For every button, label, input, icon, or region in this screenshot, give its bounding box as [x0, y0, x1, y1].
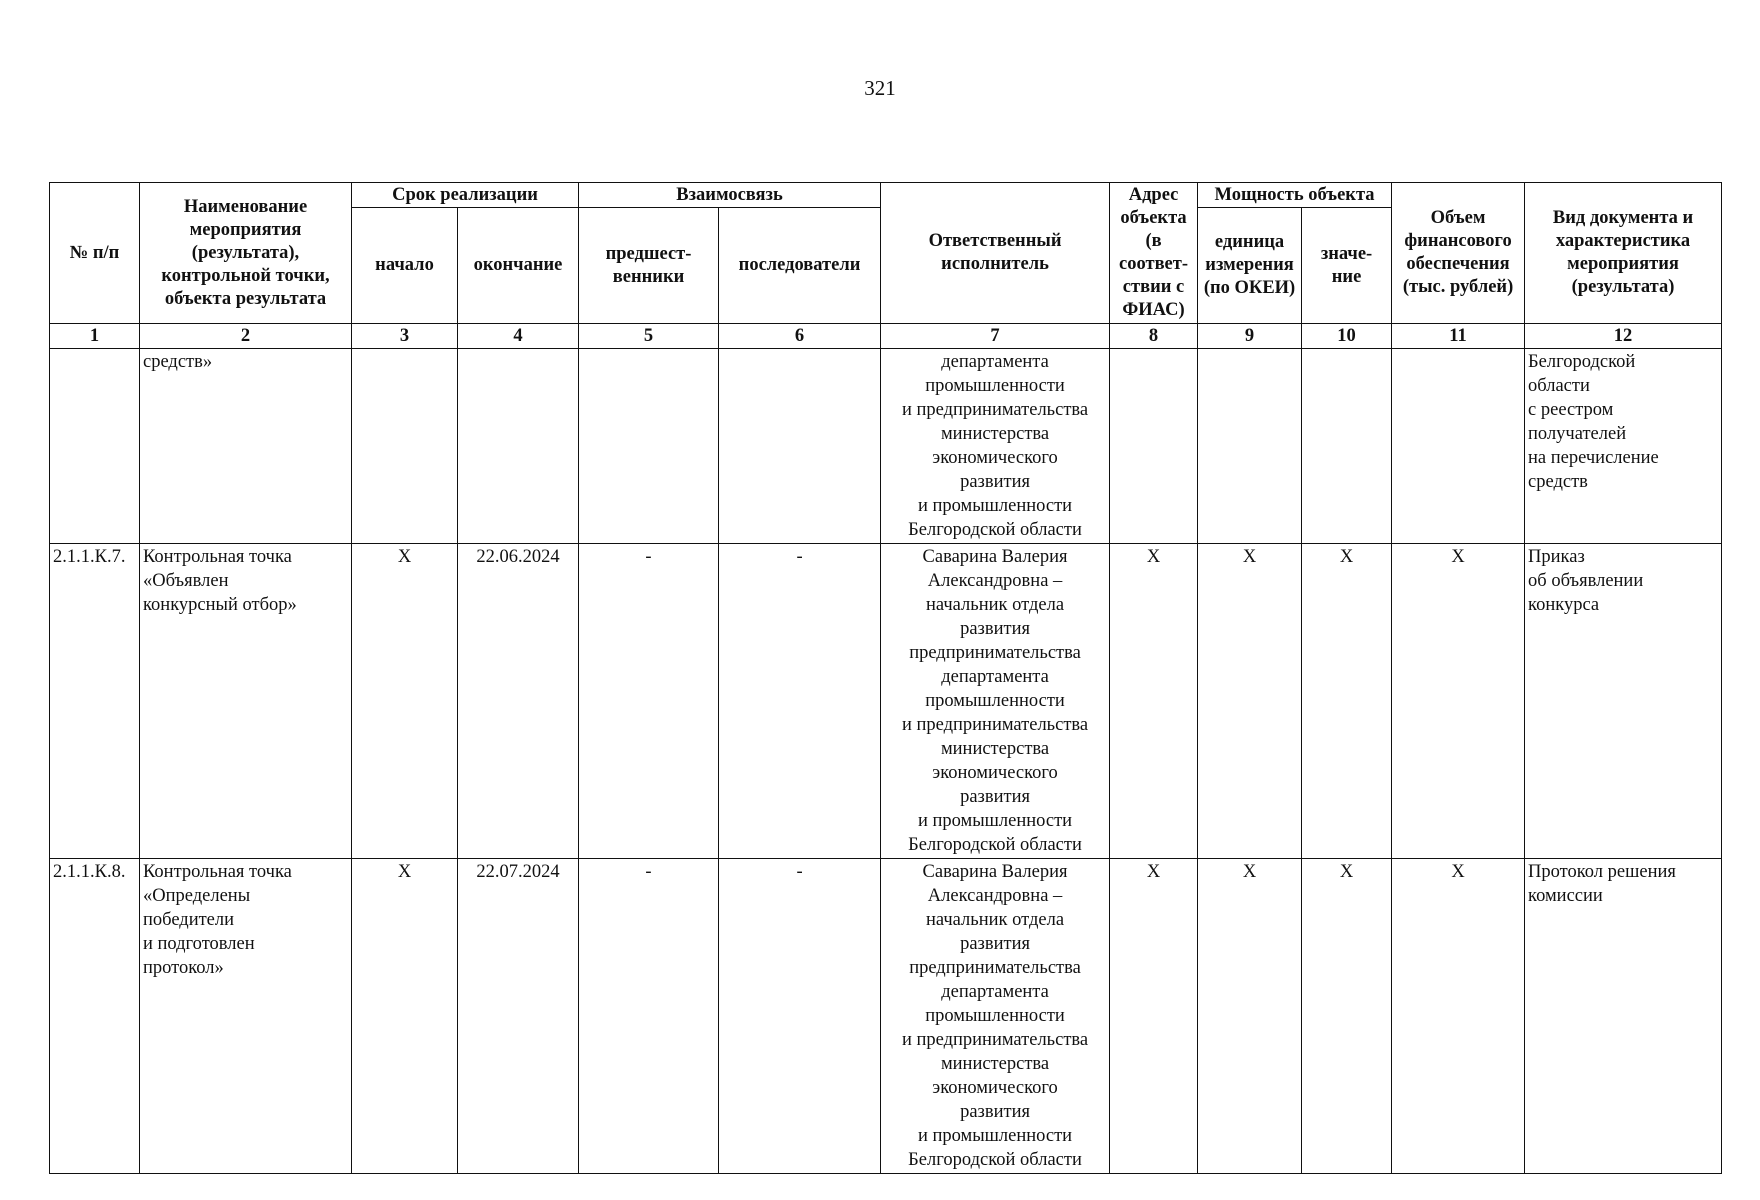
row-predecessors [579, 349, 719, 544]
row-start [352, 349, 458, 544]
row-funding: Х [1392, 859, 1525, 1174]
row-address: Х [1110, 544, 1198, 859]
column-number: 10 [1302, 324, 1392, 349]
row-capacity-unit: Х [1198, 544, 1302, 859]
column-number: 1 [50, 324, 140, 349]
column-number: 6 [719, 324, 881, 349]
row-responsible: Саварина Валерия Александровна – начальник отдела развития предпринимательства департамента промышленности и предпринимательства министерства экономического развития и промышленности Белгородской области [881, 859, 1110, 1174]
table-row [50, 349, 1722, 544]
row-address: Х [1110, 859, 1198, 1174]
row-start: Х [352, 859, 458, 1174]
row-responsible: департамента промышленности и предпринимательства министерства экономического развития и промышленности Белгородской области [881, 349, 1110, 544]
row-name: Контрольная точка «Определены победители и подготовлен протокол» [140, 859, 352, 1174]
header-funding: Объем финансового обеспечения (тыс. рублей) [1392, 183, 1525, 324]
column-number: 3 [352, 324, 458, 349]
row-end [458, 349, 579, 544]
header-term-start: начало [352, 208, 458, 324]
header-link-prev: предшест- венники [579, 208, 719, 324]
column-number: 2 [140, 324, 352, 349]
header-link-next: последователи [719, 208, 881, 324]
row-end: 22.06.2024 [458, 544, 579, 859]
row-capacity-unit [1198, 349, 1302, 544]
column-number: 7 [881, 324, 1110, 349]
row-capacity-value: Х [1302, 859, 1392, 1174]
column-number: 4 [458, 324, 579, 349]
row-funding [1392, 349, 1525, 544]
row-capacity-value: Х [1302, 544, 1392, 859]
header-doc-type: Вид документа и характеристика мероприятия (результата) [1525, 183, 1722, 324]
row-successors: - [719, 859, 881, 1174]
row-doc-type: Белгородской области с реестром получателей на перечисление средств [1525, 349, 1722, 544]
header-name: Наименование мероприятия (результата), контрольной точки, объекта результата [140, 183, 352, 324]
row-successors [719, 349, 881, 544]
row-predecessors: - [579, 544, 719, 859]
header-capacity-unit: единица измерения (по ОКЕИ) [1198, 208, 1302, 324]
row-address [1110, 349, 1198, 544]
row-end: 22.07.2024 [458, 859, 579, 1174]
row-capacity-value [1302, 349, 1392, 544]
column-number: 11 [1392, 324, 1525, 349]
column-number: 9 [1198, 324, 1302, 349]
row-number: 2.1.1.К.7. [50, 544, 140, 859]
header-num: № п/п [50, 183, 140, 324]
column-number: 12 [1525, 324, 1722, 349]
row-funding: Х [1392, 544, 1525, 859]
table-row [50, 544, 1722, 859]
row-name: средств» [140, 349, 352, 544]
header-term-group: Срок реализации [352, 183, 579, 208]
row-start: Х [352, 544, 458, 859]
row-responsible: Саварина Валерия Александровна – начальник отдела развития предпринимательства департамента промышленности и предпринимательства министерства экономического развития и промышленности Белгородской области [881, 544, 1110, 859]
row-number: 2.1.1.К.8. [50, 859, 140, 1174]
column-number-row [50, 324, 1722, 349]
events-plan-table [49, 182, 1722, 1174]
header-capacity-value: значе- ние [1302, 208, 1392, 324]
header-link-group: Взаимосвязь [579, 183, 881, 208]
column-number: 8 [1110, 324, 1198, 349]
row-capacity-unit: Х [1198, 859, 1302, 1174]
row-doc-type: Приказ об объявлении конкурса [1525, 544, 1722, 859]
page-number: 321 [864, 76, 896, 100]
table-row [50, 859, 1722, 1174]
row-number [50, 349, 140, 544]
row-successors: - [719, 544, 881, 859]
row-predecessors: - [579, 859, 719, 1174]
column-number: 5 [579, 324, 719, 349]
header-row-top [50, 183, 1722, 208]
header-term-end: окончание [458, 208, 579, 324]
header-capacity-group: Мощность объекта [1198, 183, 1392, 208]
header-address: Адрес объекта (в соответ- ствии с ФИАС) [1110, 183, 1198, 324]
row-name: Контрольная точка «Объявлен конкурсный отбор» [140, 544, 352, 859]
header-responsible: Ответственный исполнитель [881, 183, 1110, 324]
row-doc-type: Протокол решения комиссии [1525, 859, 1722, 1174]
